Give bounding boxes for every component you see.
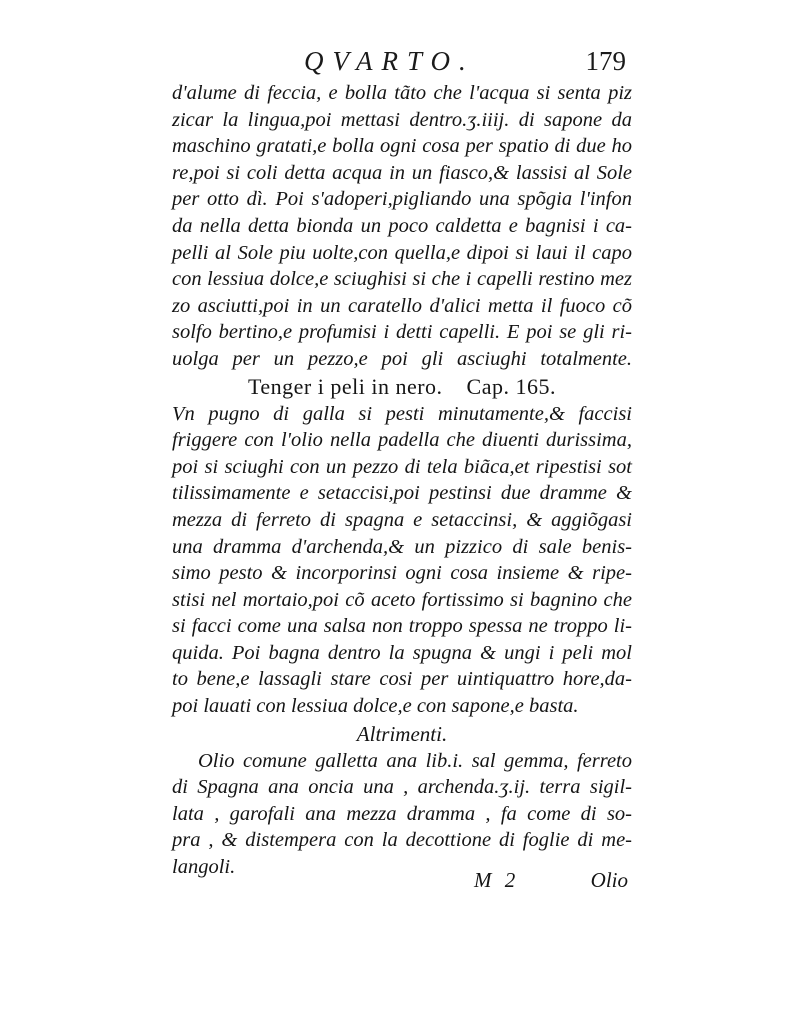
text-line: zicar la lingua,poi mettasi dentro.ʒ.iiij. di sapone da bbox=[172, 108, 632, 131]
text-line: una dramma d'archenda,& un pizzico di sale benis- bbox=[172, 535, 632, 558]
recipe-continuation bbox=[172, 80, 632, 373]
text-line: poi lauati con lessiua dolce,e con sapone,e basta. bbox=[172, 695, 579, 718]
text-line: per otto dì. Poi s'adoperi,pigliando una spõgia l'infon bbox=[172, 188, 632, 211]
text-line: da nella detta bionda un poco caldetta e bagnisi i ca- bbox=[172, 214, 632, 237]
text-line: lata , garofali ana mezza dramma , fa come di so- bbox=[172, 802, 632, 825]
text-line: zo asciutti,poi in un caratello d'alici metta il fuoco cõ bbox=[172, 294, 632, 317]
text-line: pelli al Sole piu uolte,con quella,e dipoi si laui il capo bbox=[172, 241, 632, 264]
alternative-body bbox=[172, 748, 632, 881]
text-line: friggere con l'olio nella padella che diuenti durissima, bbox=[172, 429, 632, 452]
text-line: Vn pugno di galla si pesti minutamente,& faccisi bbox=[172, 402, 632, 425]
text-line: di Spagna ana oncia una , archenda.ʒ.ij. terra sigil- bbox=[172, 776, 632, 799]
text-line: pra , & distempera con la decottione di foglie di me- bbox=[172, 829, 632, 852]
catchword: Olio bbox=[590, 868, 628, 892]
text-line: poi si sciughi con un pezzo di tela biãca,et ripestisi sot bbox=[172, 455, 632, 478]
section-heading: Altrimenti. bbox=[356, 721, 448, 746]
text-line: langoli. bbox=[172, 856, 236, 879]
text-line: stisi nel mortaio,poi cõ aceto fortissimo si bagnino che bbox=[172, 588, 632, 611]
text-line: maschino gratati,e bolla ogni cosa per spatio di due ho bbox=[172, 135, 632, 158]
page-footer bbox=[172, 868, 632, 900]
text-line: si facci come una salsa non troppo spessa ne troppo li- bbox=[172, 615, 632, 638]
text-line: solfo bertino,e profumisi i detti capelli. E poi se gli ri- bbox=[172, 321, 632, 344]
chapter-body bbox=[172, 401, 632, 720]
text-line: re,poi si coli detta acqua in un fiasco,& lassisi al Sole bbox=[172, 161, 632, 184]
page-header bbox=[172, 44, 632, 80]
chapter-heading: Tenger i peli in nero. Cap. 165. bbox=[247, 373, 556, 399]
text-line: con lessiua dolce,e sciughisi si che i capelli restino mez bbox=[172, 268, 632, 291]
book-page bbox=[172, 44, 632, 904]
text-line: d'alume di feccia, e bolla tãto che l'acqua si senta piz bbox=[172, 82, 632, 104]
signature-mark: M 2 bbox=[474, 868, 520, 892]
text-line: uolga per un pezzo,e poi gli asciughi totalmente. bbox=[172, 347, 632, 370]
text-line: simo pesto & incorporinsi ogni cosa insieme & ripe- bbox=[172, 562, 632, 585]
text-line: quida. Poi bagna dentro la spugna & ungi i peli mol bbox=[172, 641, 632, 664]
text-line: Olio comune galletta ana lib.i. sal gemma, ferreto bbox=[198, 749, 632, 772]
text-line: tilissimamente e setaccisi,poi pestinsi due dramme & bbox=[172, 482, 632, 505]
text-line: to bene,e lassagli stare cosi per uintiquattro hore,da- bbox=[172, 668, 632, 691]
running-head: QVARTO. bbox=[304, 46, 475, 76]
page-body bbox=[172, 80, 632, 881]
text-line: mezza di ferreto di spagna e setaccinsi, & aggiõgasi bbox=[172, 508, 632, 531]
page-number: 179 bbox=[585, 46, 626, 76]
